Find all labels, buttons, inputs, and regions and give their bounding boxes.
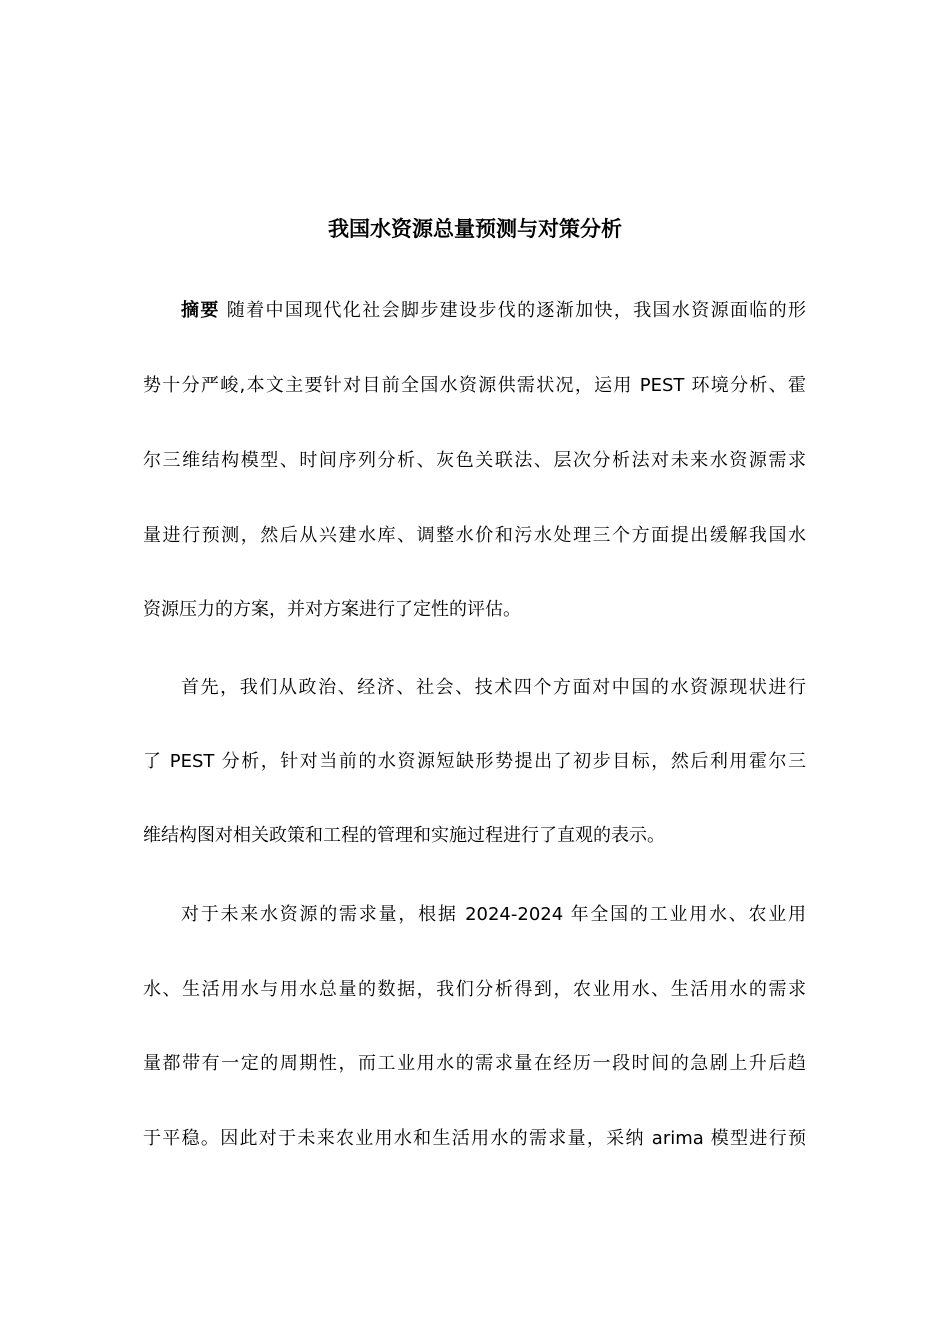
text-line: 了 PEST 分析，针对当前的水资源短缺形势提出了初步目标，然后利用霍尔三 (143, 751, 806, 772)
text-line: 对于未来水资源的需求量，根据 2024-2024 年全国的工业用水、农业用 (181, 904, 806, 925)
text-line: 资源压力的方案，并对方案进行了定性的评估。 (143, 599, 521, 620)
text-span: 随着中国现代化社会脚步建设步伐的逐渐加快，我国水资源面临的形 (226, 300, 807, 321)
document-title: 我国水资源总量预测与对策分析 (328, 217, 622, 241)
text-line: 势十分严峻,本文主要针对目前全国水资源供需状况，运用 PEST 环境分析、霍 (143, 375, 806, 396)
text-line: 于平稳。因此对于未来农业用水和生活用水的需求量，采纳 arima 模型进行预 (143, 1128, 806, 1149)
abstract-label: 摘要 (181, 300, 220, 321)
text-line: 维结构图对相关政策和工程的管理和实施过程进行了直观的表示。 (143, 825, 665, 846)
text-line: 首先，我们从政治、经济、社会、技术四个方面对中国的水资源现状进行 (181, 677, 806, 698)
text-line: 量进行预测，然后从兴建水库、调整水价和污水处理三个方面提出缓解我国水 (143, 525, 806, 546)
text-line (143, 297, 806, 325)
text-line: 尔三维结构模型、时间序列分析、灰色关联法、层次分析法对未来水资源需求 (143, 450, 806, 471)
text-line: 量都带有一定的周期性，而工业用水的需求量在经历一段时间的急剧上升后趋 (143, 1053, 806, 1074)
text-line: 水、生活用水与用水总量的数据，我们分析得到，农业用水、生活用水的需求 (143, 979, 806, 1000)
